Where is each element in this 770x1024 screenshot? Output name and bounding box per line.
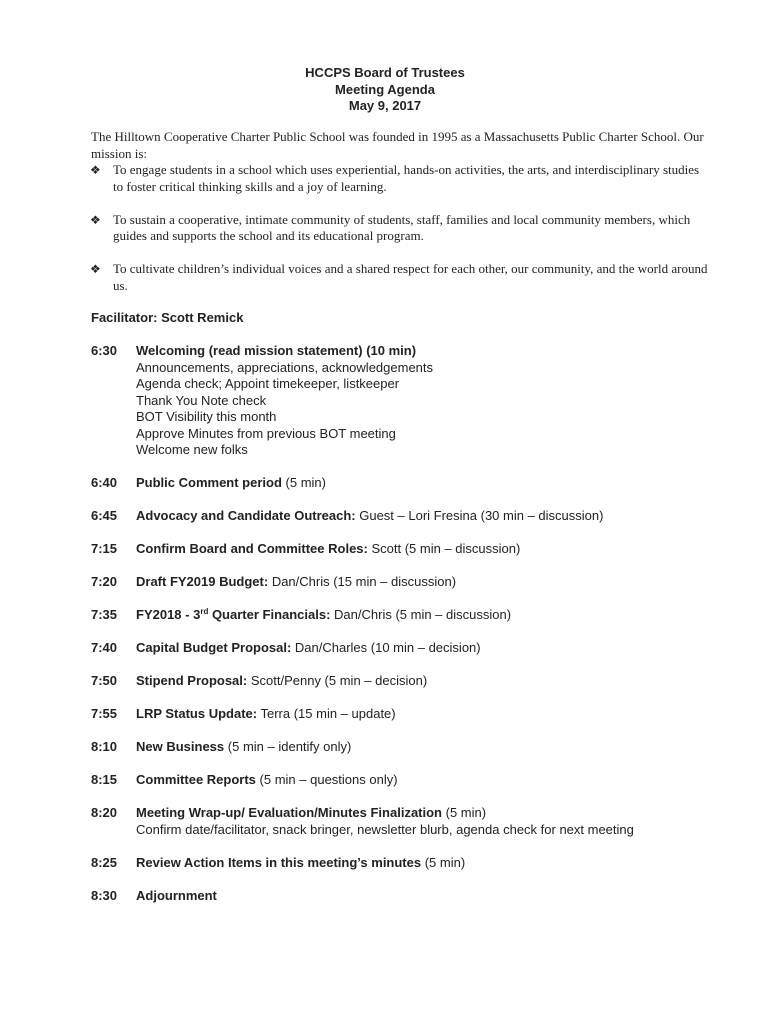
agenda-time: 7:55 xyxy=(91,706,118,721)
agenda-detail: (5 min) xyxy=(421,854,466,870)
mission-bullet-text: To sustain a cooperative, intimate community of students, staff, families and local community members, which guides and supports the school and its educational program. xyxy=(113,211,691,243)
agenda-subitem: Approve Minutes from previous BOT meeting xyxy=(136,425,396,441)
agenda-title: Stipend Proposal: xyxy=(136,673,248,688)
agenda-title: Public Comment period xyxy=(136,475,282,490)
document-header xyxy=(0,65,770,115)
agenda-title: Committee Reports xyxy=(136,772,256,787)
agenda-detail: Scott (5 min – discussion) xyxy=(367,541,521,556)
agenda-title: Draft FY2019 Budget: xyxy=(136,574,269,589)
agenda-detail: Dan/Charles (10 min – decision) xyxy=(291,640,481,655)
mission-bullet xyxy=(91,162,711,195)
diamond-bullet-icon: ❖ xyxy=(90,163,101,177)
agenda-title: LRP Status Update: xyxy=(136,706,258,721)
agenda-time: 6:40 xyxy=(91,475,118,490)
agenda-item xyxy=(91,888,731,905)
agenda-title: Adjournment xyxy=(136,887,217,903)
agenda-time: 7:50 xyxy=(91,673,118,688)
agenda-item xyxy=(91,673,731,690)
agenda-item xyxy=(91,574,731,591)
agenda-detail: Dan/Chris (15 min – discussion) xyxy=(268,574,457,589)
agenda-title: Review Action Items in this meeting’s minutes xyxy=(136,854,422,870)
agenda-time: 7:20 xyxy=(91,574,118,589)
agenda-detail: Guest – Lori Fresina (30 min – discussion) xyxy=(355,508,604,523)
agenda-time: 8:10 xyxy=(91,739,118,754)
agenda-item xyxy=(91,541,731,558)
agenda-title: Confirm Board and Committee Roles: xyxy=(136,541,368,556)
agenda-subitem: Welcome new folks xyxy=(136,442,248,457)
agenda-time: 8:25 xyxy=(91,854,118,870)
agenda-time: 6:30 xyxy=(91,343,118,358)
agenda-time: 7:40 xyxy=(91,640,118,655)
agenda-detail: (5 min) xyxy=(442,805,487,820)
document-title: Meeting Agenda xyxy=(335,81,435,97)
agenda-subitem: Thank You Note check xyxy=(136,392,267,408)
agenda-item xyxy=(91,805,731,838)
agenda-title: Advocacy and Candidate Outreach: xyxy=(136,508,356,523)
agenda-title: Capital Budget Proposal: xyxy=(136,640,292,655)
meeting-date: May 9, 2017 xyxy=(348,98,422,113)
agenda-time: 7:35 xyxy=(91,607,118,622)
agenda-subitem: Confirm date/facilitator, snack bringer, newsletter blurb, agenda check for next meeting xyxy=(136,821,634,837)
agenda-detail: (5 min) xyxy=(281,475,326,490)
agenda-detail: Dan/Chris (5 min – discussion) xyxy=(330,607,512,622)
mission-bullet xyxy=(91,261,711,294)
agenda-item xyxy=(91,640,731,657)
agenda-title: FY2018 - 3rd Quarter Financials: xyxy=(136,607,331,622)
agenda-title: Welcoming (read mission statement) (10 min) xyxy=(136,343,417,358)
agenda-time: 8:15 xyxy=(91,772,118,787)
agenda-time: 8:20 xyxy=(91,805,118,820)
agenda-item xyxy=(91,739,731,756)
agenda-subitem: Announcements, appreciations, acknowledgements xyxy=(136,359,434,375)
agenda-item xyxy=(91,508,731,525)
agenda-time: 7:15 xyxy=(91,541,118,556)
agenda-subitem: BOT Visibility this month xyxy=(136,409,277,424)
board-title: HCCPS Board of Trustees xyxy=(305,65,465,80)
agenda-section xyxy=(91,310,731,904)
agenda-item xyxy=(91,475,731,492)
agenda-detail: (5 min – questions only) xyxy=(255,772,398,787)
agenda-item xyxy=(91,772,731,789)
agenda-detail: Terra (15 min – update) xyxy=(257,706,396,721)
mission-bullet xyxy=(91,212,711,245)
agenda-time: 8:30 xyxy=(91,887,118,903)
agenda-title: New Business xyxy=(136,739,225,754)
agenda-subitem: Agenda check; Appoint timekeeper, listkeeper xyxy=(136,376,400,391)
agenda-item xyxy=(91,855,731,872)
mission-section xyxy=(91,129,711,294)
mission-bullet-text: To cultivate children’s individual voices and a shared respect for each other, our community, and the world around us. xyxy=(113,261,708,293)
agenda-item xyxy=(91,343,731,459)
mission-intro-paragraph: The Hilltown Cooperative Charter Public School was founded in 1995 as a Massachusetts Public Charter School. Our mission is: xyxy=(91,129,704,161)
agenda-title: Meeting Wrap-up/ Evaluation/Minutes Finalization xyxy=(136,805,442,820)
agenda-detail: Scott/Penny (5 min – decision) xyxy=(247,673,428,688)
mission-bullet-text: To engage students in a school which uses experiential, hands-on activities, the arts, and interdisciplinary studies to foster critical thinking skills and a joy of learning. xyxy=(113,162,700,194)
agenda-detail: (5 min – identify only) xyxy=(224,739,352,754)
agenda-time: 6:45 xyxy=(91,508,118,523)
diamond-bullet-icon: ❖ xyxy=(90,262,101,276)
diamond-bullet-icon: ❖ xyxy=(90,212,101,227)
agenda-item xyxy=(91,607,731,624)
facilitator-line: Facilitator: Scott Remick xyxy=(91,310,244,325)
agenda-item xyxy=(91,706,731,723)
